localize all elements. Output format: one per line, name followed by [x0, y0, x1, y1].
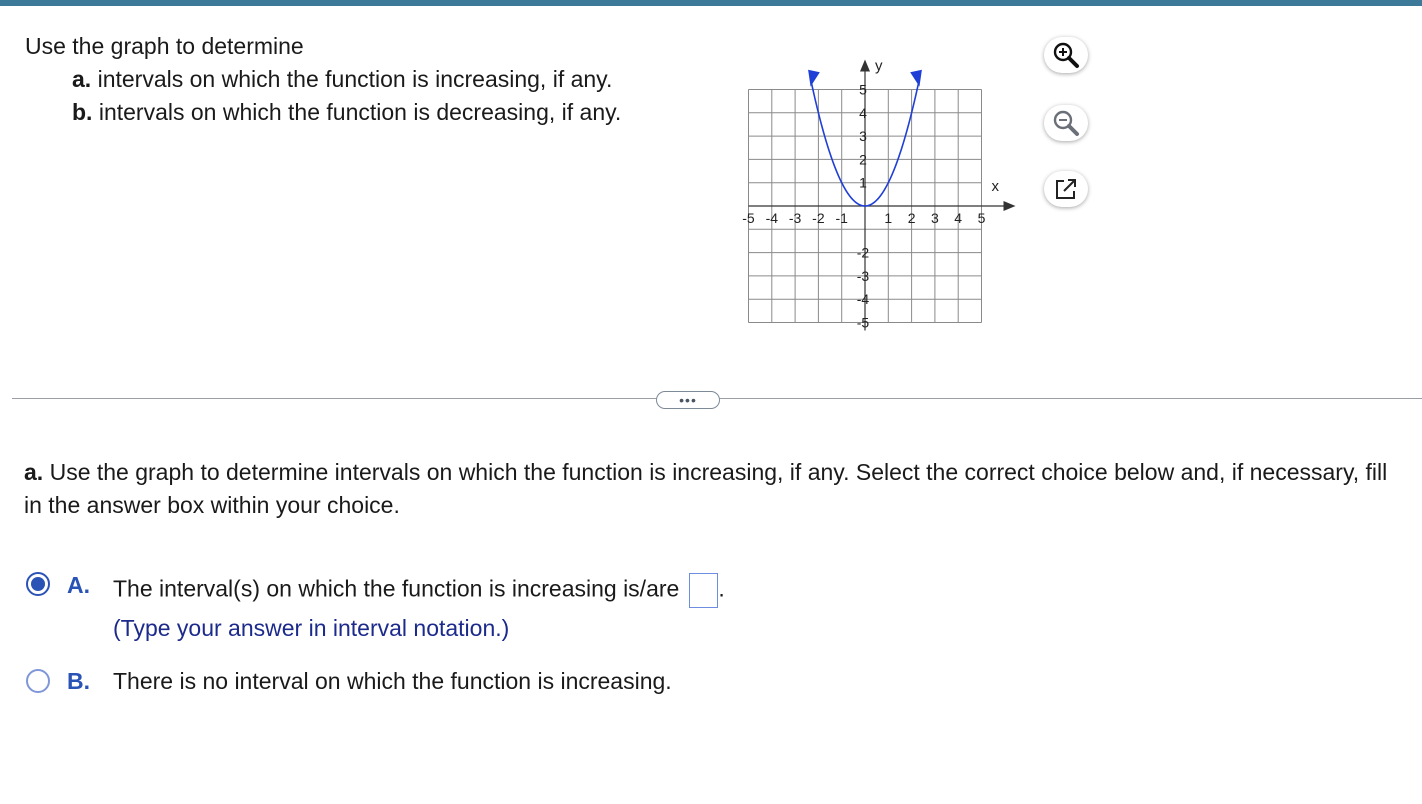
x-tick-label: 4	[954, 210, 963, 226]
x-tick-label: 3	[931, 210, 939, 226]
graph-axes	[749, 57, 1016, 331]
show-more-button[interactable]: •••	[656, 391, 720, 409]
x-tick-label: 5	[977, 210, 986, 226]
question-text: Use the graph to determine intervals on which the function is increasing, if any. Select the correct choice below and, if necessary, fill in the answer box within your choice.	[24, 459, 1388, 518]
x-tick-label: 1	[884, 210, 893, 226]
x-axis-label: x	[991, 178, 999, 195]
x-axis-arrow	[1004, 201, 1016, 211]
y-tick-label: 3	[859, 128, 867, 145]
y-axis-label: y	[875, 57, 883, 75]
part-b-text: intervals on which the function is decreasing, if any.	[92, 99, 622, 125]
choice-a-text: The interval(s) on which the function is increasing is/are	[113, 575, 680, 602]
question-a	[24, 456, 1409, 522]
zoom-out-icon	[1051, 108, 1081, 138]
choice-a-letter: A.	[67, 572, 90, 598]
curve-arrow-right	[910, 70, 922, 87]
choice-b-letter: B.	[67, 668, 90, 694]
y-tick-label: 1	[859, 174, 867, 191]
zoom-in-button[interactable]	[1044, 37, 1088, 73]
part-b-label: b.	[72, 99, 93, 125]
part-a-text: intervals on which the function is increasing, if any.	[91, 66, 613, 92]
intro-part-b	[25, 96, 621, 129]
curve-arrow-left	[808, 70, 820, 87]
part-a-label: a.	[72, 66, 92, 92]
y-tick-label: -5	[856, 314, 870, 331]
y-tick-label: -3	[856, 267, 870, 284]
intro-line: Use the graph to determine	[25, 33, 304, 59]
choice-a[interactable]	[26, 570, 826, 650]
y-tick-label: 4	[859, 104, 867, 121]
x-tick-label: 2	[907, 210, 916, 226]
external-link-icon	[1053, 176, 1079, 202]
choice-a-hint: (Type your answer in interval notation.)	[113, 615, 510, 641]
choice-b-text: There is no interval on which the function is increasing.	[113, 668, 672, 694]
intro-part-a	[25, 63, 621, 96]
x-tick-label: -1	[835, 210, 848, 226]
zoom-out-button[interactable]	[1044, 105, 1088, 141]
choice-a-period: .	[718, 575, 725, 602]
y-tick-label: 5	[859, 81, 867, 98]
y-tick-label: 2	[859, 151, 867, 168]
x-tick-label: -4	[765, 210, 779, 226]
open-graph-button[interactable]	[1044, 171, 1088, 207]
top-bar	[0, 0, 1422, 6]
y-axis-arrow	[860, 60, 870, 72]
radio-a-selected[interactable]	[26, 572, 50, 596]
problem-statement	[25, 30, 621, 129]
question-label: a.	[24, 459, 44, 485]
function-graph	[740, 30, 1025, 331]
choice-b[interactable]	[26, 666, 786, 698]
interval-answer-input[interactable]	[689, 573, 718, 608]
choice-a-line	[113, 573, 725, 608]
zoom-in-icon	[1051, 40, 1081, 70]
radio-b[interactable]	[26, 669, 50, 693]
x-tick-label: -2	[812, 210, 825, 226]
y-tick-label: -2	[856, 244, 870, 261]
x-tick-label: -3	[788, 210, 802, 226]
x-tick-label: -5	[742, 210, 755, 226]
y-tick-label: -4	[856, 291, 870, 308]
